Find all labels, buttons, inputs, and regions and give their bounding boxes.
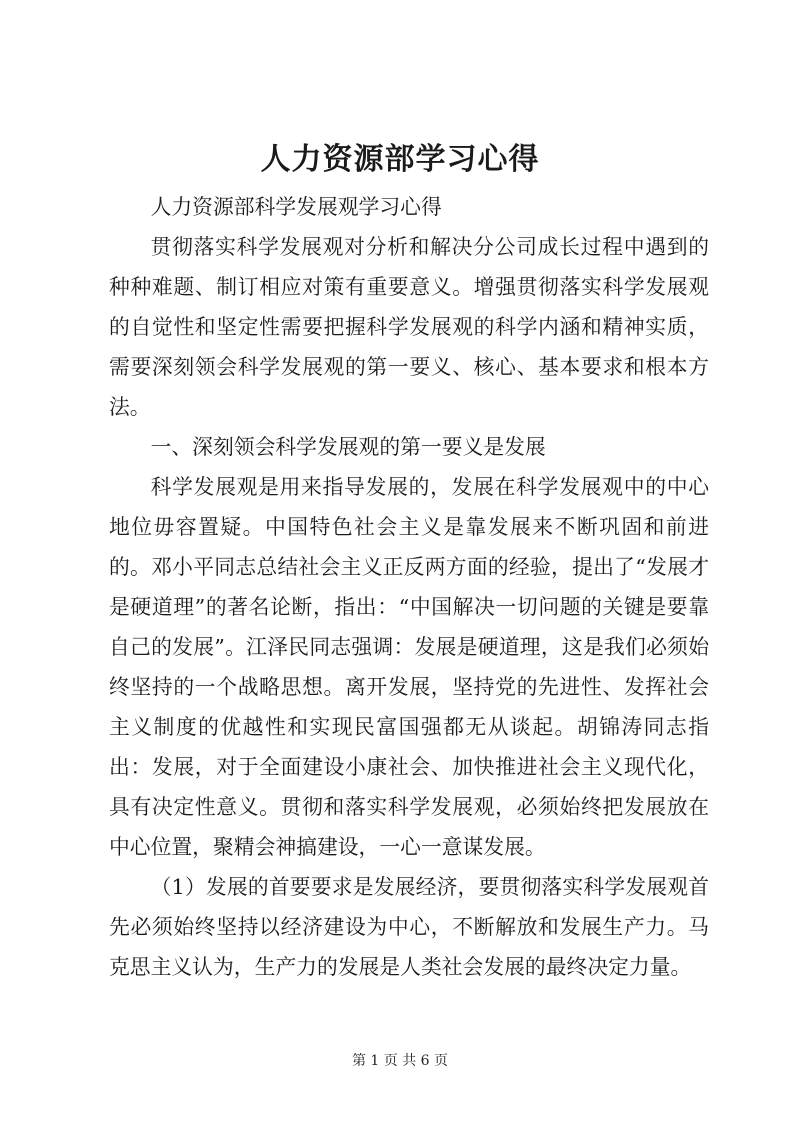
paragraph-intro: 贯彻落实科学发展观对分析和解决分公司成长过程中遇到的种种难题、制订相应对策有重要意义。增强贯彻落实科学发展观的自觉性和坚定性需要把握科学发展观的科学内涵和精神实质，需要深刻领会科学发展观的第一要义、核心、基本要求和根本方法。 [109,235,709,419]
paragraph-point-1: （1）发展的首要要求是发展经济，要贯彻落实科学发展观首先必须始终坚持以经济建设为中心，不断解放和发展生产力。马克思主义认为，生产力的发展是人类社会发展的最终决定力量。 [109,875,709,979]
page-footer: 第 1 页 共 6 页 [351,1053,449,1069]
paragraph-section-heading: 一、深刻领会科学发展观的第一要义是发展 [150,435,546,459]
document-body [109,187,709,987]
paragraph-subtitle: 人力资源部科学发展观学习心得 [150,195,442,219]
document-title: 人力资源部学习心得 [260,142,540,177]
paragraph-development: 科学发展观是用来指导发展的，发展在科学发展观中的中心地位毋容置疑。中国特色社会主义是靠发展来不断巩固和前进的。邓小平同志总结社会主义正反两方面的经验，提出了“发展才是硬道理”的著名论断，指出：“中国解决一切问题的关键是要靠自己的发展”。江泽民同志强调：发展是硬道理，这是我们必须始终坚持的一个战略思想。离开发展，坚持党的先进性、发挥社会主义制度的优越性和实现民富国强都无从谈起。胡锦涛同志指出：发展，对于全面建设小康社会、加快推进社会主义现代化，具有决定性意义。贯彻和落实科学发展观，必须始终把发展放在中心位置，聚精会神搞建设，一心一意谋发展。 [109,475,709,859]
